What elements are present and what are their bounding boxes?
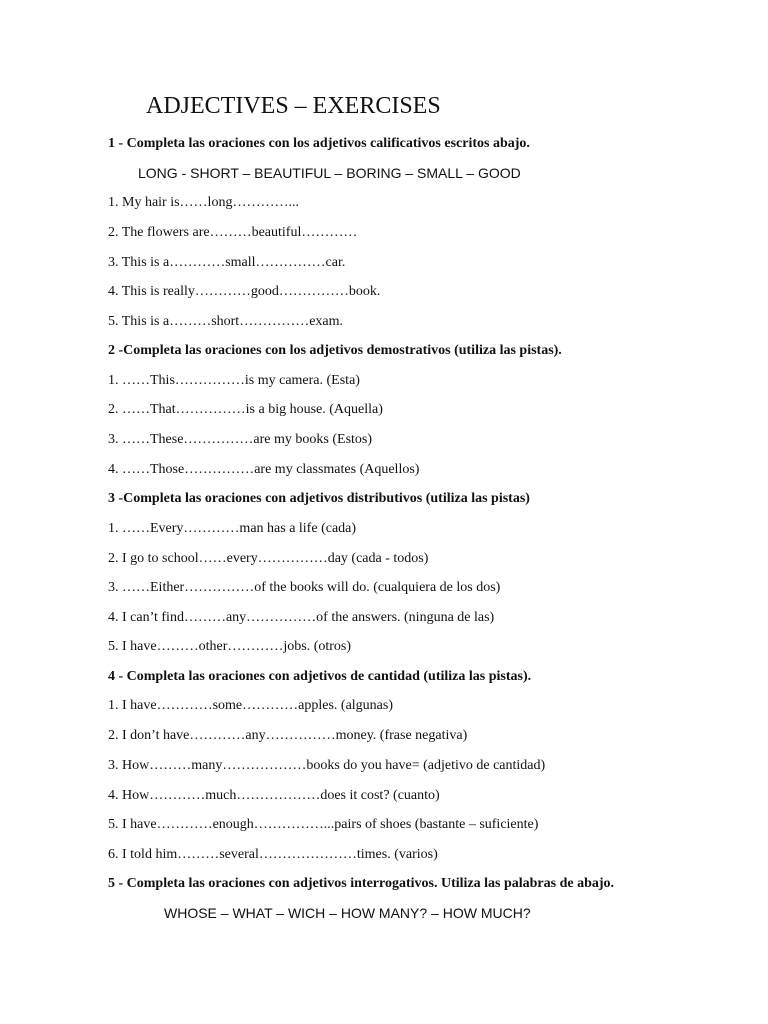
section-1-heading: 1 - Completa las oraciones con los adjetivos calificativos escritos abajo. [108,136,530,151]
exercise-item: 5. This is a………short……………exam. [108,314,344,329]
section-1-wordbank: LONG - SHORT – BEAUTIFUL – BORING – SMALL – GOOD [138,165,521,181]
exercise-item: 1. ……This……………is my camera. (Esta) [108,373,360,388]
exercise-item: 3. This is a…………small……………car. [108,255,346,270]
section-5-wordbank: WHOSE – WHAT – WICH – HOW MANY? – HOW MUCH? [164,905,531,921]
exercise-item: 4. How…………much………………does it cost? (cuanto) [108,788,440,803]
exercise-item: 4. ……Those……………are my classmates (Aquellos) [108,462,420,477]
exercise-item: 2. I don’t have…………any……………money. (frase negativa) [108,728,468,743]
section-5-heading: 5 - Completa las oraciones con adjetivos interrogativos. Utiliza las palabras de abajo. [108,876,615,891]
section-4-heading: 4 - Completa las oraciones con adjetivos de cantidad (utiliza las pistas). [108,669,532,684]
exercise-item: 1. My hair is……long…………... [108,195,299,210]
exercise-item: 5. I have………other…………jobs. (otros) [108,639,352,654]
exercise-item: 3. How………many………………books do you have= (adjetivo de cantidad) [108,758,546,773]
exercise-item: 6. I told him………several…………………times. (varios) [108,847,438,862]
exercise-item: 3. ……Either……………of the books will do. (cualquiera de los dos) [108,580,501,595]
page-title: ADJECTIVES – EXERCISES [146,93,441,119]
exercise-item: 5. I have…………enough……………...pairs of shoes (bastante – suficiente) [108,817,539,832]
section-3-heading: 3 -Completa las oraciones con adjetivos distributivos (utiliza las pistas) [108,491,530,506]
exercise-item: 1. ……Every…………man has a life (cada) [108,521,357,536]
exercise-item: 3. ……These……………are my books (Estos) [108,432,373,447]
exercise-item: 2. I go to school……every……………day (cada - todos) [108,551,429,566]
exercise-item: 4. This is really…………good……………book. [108,284,381,299]
exercise-item: 2. The flowers are………beautiful………… [108,225,358,240]
section-2-heading: 2 -Completa las oraciones con los adjetivos demostrativos (utiliza las pistas). [108,343,562,358]
exercise-item: 1. I have…………some…………apples. (algunas) [108,698,393,713]
exercise-item: 4. I can’t find………any……………of the answers. (ninguna de las) [108,610,495,625]
exercise-item: 2. ……That……………is a big house. (Aquella) [108,402,383,417]
